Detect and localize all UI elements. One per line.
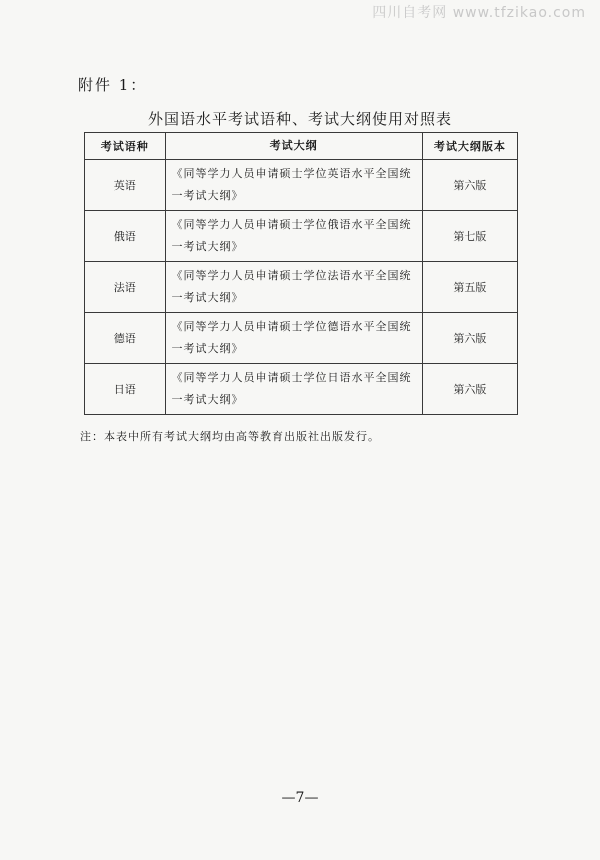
syllabus-line: 一考试大纲》 <box>171 240 244 253</box>
row-syllabus <box>165 313 422 364</box>
syllabus-line: 一考试大纲》 <box>171 291 244 304</box>
syllabus-line: 《同等学力人员申请硕士学位英语水平全国统 <box>171 167 412 180</box>
row-syllabus <box>165 160 422 211</box>
row-syllabus <box>165 211 422 262</box>
row-version: 第五版 <box>422 262 517 313</box>
row-syllabus <box>165 262 422 313</box>
row-language: 英语 <box>85 160 166 211</box>
row-syllabus <box>165 364 422 415</box>
row-language: 法语 <box>85 262 166 313</box>
table-row <box>85 364 518 415</box>
row-version: 第六版 <box>422 160 517 211</box>
syllabus-table <box>84 132 518 415</box>
row-version: 第六版 <box>422 313 517 364</box>
syllabus-line: 《同等学力人员申请硕士学位法语水平全国统 <box>171 269 412 282</box>
table-row <box>85 313 518 364</box>
row-version: 第七版 <box>422 211 517 262</box>
row-version: 第六版 <box>422 364 517 415</box>
syllabus-line: 《同等学力人员申请硕士学位俄语水平全国统 <box>171 218 412 231</box>
row-language: 日语 <box>85 364 166 415</box>
syllabus-line: 一考试大纲》 <box>171 393 244 406</box>
syllabus-line: 一考试大纲》 <box>171 342 244 355</box>
table-row <box>85 160 518 211</box>
table-row <box>85 211 518 262</box>
document-title: 外国语水平考试语种、考试大纲使用对照表 <box>147 110 452 128</box>
row-language: 俄语 <box>85 211 166 262</box>
page-number: —7— <box>281 790 319 806</box>
site-watermark: 四川自考网 www.tfzikao.com <box>372 5 586 21</box>
header-version: 考试大纲版本 <box>422 133 517 160</box>
attachment-label: 附件 1： <box>78 76 148 94</box>
syllabus-line: 《同等学力人员申请硕士学位日语水平全国统 <box>171 371 412 384</box>
table-row <box>85 262 518 313</box>
table-footnote: 注：本表中所有考试大纲均由高等教育出版社出版发行。 <box>80 430 380 443</box>
syllabus-line: 《同等学力人员申请硕士学位德语水平全国统 <box>171 320 412 333</box>
row-language: 德语 <box>85 313 166 364</box>
header-language: 考试语种 <box>85 133 166 160</box>
table-header-row <box>85 133 518 160</box>
syllabus-line: 一考试大纲》 <box>171 189 244 202</box>
header-syllabus: 考试大纲 <box>165 133 422 160</box>
